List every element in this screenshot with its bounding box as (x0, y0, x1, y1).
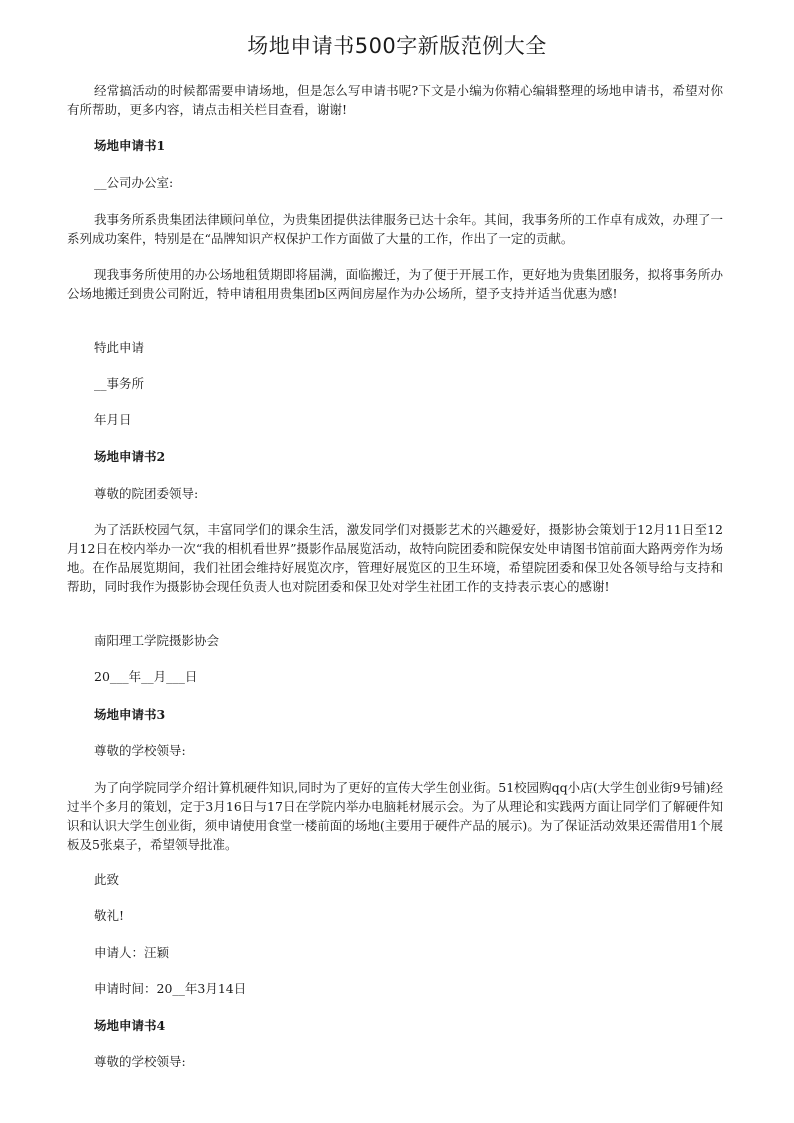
section-3-salute: 敬礼! (94, 908, 125, 923)
document-title: 场地申请书500字新版范例大全 (247, 34, 547, 58)
section-1-recipient: __公司办公室: (94, 175, 174, 190)
section-3-applicant: 申请人：汪颖 (94, 945, 170, 960)
section-2-recipient: 尊敬的院团委领导: (94, 486, 199, 501)
section-3-date: 申请时间：20__年3月14日 (94, 981, 247, 996)
section-2-paragraph: 为了活跃校园气氛，丰富同学们的课余生活，激发同学们对摄影艺术的兴趣爱好，摄影协会策划于12月11日至12月12日在校内举办一次“我的相机看世界”摄影作品展览活动，故特向院团委和院保安处申请图书馆前面大路两旁作为场地。在作品展览期间，我们社团会维持好展览次序，管理好展览区的卫生环境，希望院团委和保卫处各领导给与支持和帮助，同时我作为摄影协会现任负责人也对院团委和保卫处对学生社团工作的支持表示衷心的感谢! (67, 522, 723, 594)
section-1-closing: 特此申请 (94, 340, 145, 355)
section-3-paragraph: 为了向学院同学介绍计算机硬件知识,同时为了更好的宣传大学生创业街。51校园购qq小店(大学生创业街9号铺)经过半个多月的策划，定于3月16日与17日在学院内举办电脑耗材展示会。为了从理论和实践两方面让同学们了解硬件知识和认识大学生创业街，须申请使用食堂一楼前面的场地(主要用于硬件产品的展示)。为了保证活动效果还需借用1个展板及5张桌子，希望领导批准。 (67, 780, 723, 852)
section-2-heading: 场地申请书2 (94, 449, 166, 464)
section-1-heading: 场地申请书1 (94, 138, 166, 153)
section-4-heading: 场地申请书4 (94, 1018, 166, 1033)
section-3-closing: 此致 (94, 872, 120, 887)
intro-paragraph: 经常搞活动的时候都需要申请场地，但是怎么写申请书呢?下文是小编为你精心编辑整理的场地申请书，希望对你有所帮助，更多内容，请点击相关栏目查看，谢谢! (67, 83, 723, 117)
section-1-paragraph: 我事务所系贵集团法律顾问单位，为贵集团提供法律服务已达十余年。其间，我事务所的工作卓有成效，办理了一系列成功案件，特别是在“品牌知识产权保护工作方面做了大量的工作，作出了一定的贡献。 (67, 212, 723, 246)
section-2-date: 20___年__月___日 (94, 669, 198, 684)
section-1-paragraph: 现我事务所使用的办公场地租赁期即将届满，面临搬迁，为了便于开展工作，更好地为贵集团服务，拟将事务所办公场地搬迁到贵公司附近，特申请租用贵集团b区两间房屋作为办公场所，望予支持并适当优惠为感! (67, 267, 723, 301)
section-2-signature: 南阳理工学院摄影协会 (94, 633, 220, 648)
section-1-signature: __事务所 (94, 376, 145, 391)
section-4-recipient: 尊敬的学校领导: (94, 1054, 186, 1069)
section-1-date: 年月日 (94, 412, 132, 427)
section-3-recipient: 尊敬的学校领导: (94, 743, 186, 758)
section-3-heading: 场地申请书3 (94, 707, 166, 722)
